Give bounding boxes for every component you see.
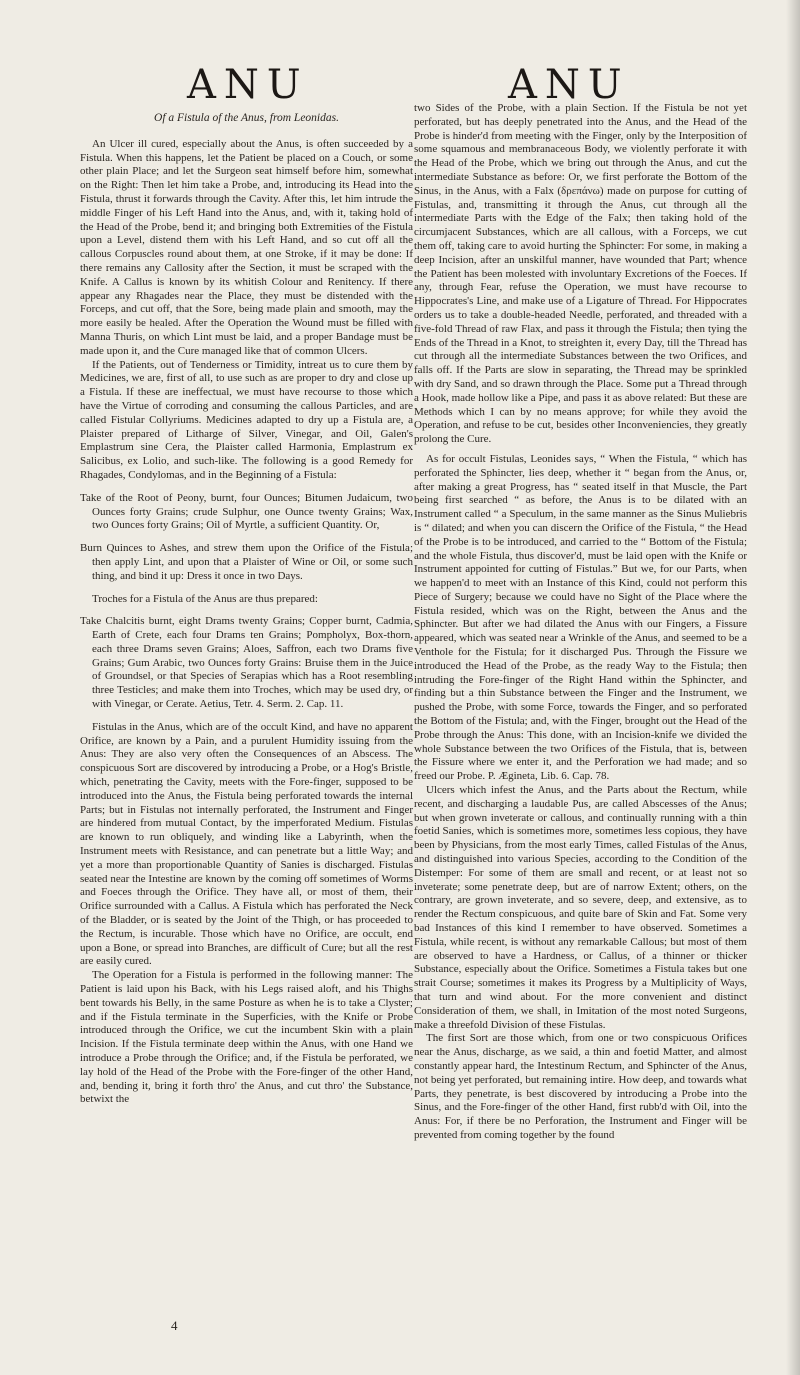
page-number: 4 — [171, 1318, 178, 1333]
recipe-block: Take of the Root of Peony, burnt, four Ounces; Bitumen Judaicum, two Ounces forty Grains; crude Sulphur, one Ounce twenty Grains; Wax, two Ounces forty Grains; Oil of Myrtle, a sufficient Quantity. Or, — [80, 491, 413, 532]
paragraph: As for occult Fistulas, Leonides says, “ When the Fistula, “ which has perforated the Sphincter, lies deep, whether it “ began from the Anus, or, after making a great Progress, has “ seated itself in that Muscle, the Part being first searched “ as before, the Anus is to be dilated with an Instrument called “ a Speculum, in the same manner as the Sinus Muliebris is “ dilated; and when you can discern the Orifice of the Fistula, “ the Head of the Probe is to be introduced, and carried to the “ Bottom of the Fistula; and the whole Fistula, thus discover'd, must be laid open with the Knife or Instrument appointed for cutting of Fistulas.” But we, for our Parts, when we happen'd to meet with an Instance of this Kind, could not perform this Piece of Surgery; because we could have no Sight of the Place where the Fistula resided, which was on the Right, between the Anus and the Sphincter. But after we had dilated the Anus with our Fingers, a Fissure appeared, which was seated near a Wrinkle of the Anus, and seemed to be a Venthole for the Fistula; for it discharged Pus. Through the Fissure we introduced the Head of the Probe, as the ready Way to the Fistula; then intruding the Fore-finger of the Right Hand within the Sphincter, and finding but a thin Substance between the Finger and the Instrument, we pushed the Probe, with some Force, towards the Finger, and so perforated the Bottom of the Fistula; and, with the Finger, brought out the Head of the Probe through the Anus: This done, with an Incision-knife we divided the whole Substance between the two Orifices of the Fistula, that is, between the Fissure where we enter it, and the Perforation we had made; and so freed our Probe. P. Ægineta, Lib. 6. Cap. 78. — [414, 452, 747, 783]
paragraph: two Sides of the Probe, with a plain Section. If the Fistula be not yet perforated, but has deeply penetrated into the Anus, and the Head of the Probe is hinder'd from meeting with the Finger, only by the Interposition of some squamous and membranaceous Body, we violently perforate it with the Head of the Probe, which we bring out through the Anus, and cut the intermediate Substance as before: Or, we first perforate the Bottom of the Sinus, in the Anus, with a Falx (δρεπάνω) made on purpose for cutting of Fistulas, and, transmitting it through the Anus, cut through all the intermediate Parts with the Edge of the Falx; then taking hold of the circumjacent Substances, which are all callous, with a Forceps, we cut them off, taking care to avoid hurting the Sphincter: For some, in making a deep Incision, after an unskilful manner, have wounded that Part; whence the Patient has been molested with involuntary Excretions of the Foeces. If any, through Fear, refuse the Operation, we must have recourse to Hippocrates's Line, and make use of a Ligature of Thread. For Hippocrates orders us to take a double-headed Needle, perforated, and threaded with a five-fold Thread of raw Flax, and pass it through the Fistula; then tying the Ends of the Thread in a Knot, to streighten it, every Day, till the Thread has cut through all the intermediate Substances between the two Orifices, and falls off. If the Parts are slow in separating, the Thread may be sprinkled with dry Sand, and so drawn through the Place. Some put a Thread through a Hook, made hollow like a Pipe, and pass it as above related: But these are Methods which I can by no means approve; for while they avoid the Operation, and refuse to be cut, besides other Inconveniencies, they greatly prolong the Cure. — [414, 102, 747, 446]
paragraph: An Ulcer ill cured, especially about the Anus, is often succeeded by a Fistula. When this happens, let the Patient be placed on a Couch, or some other plain Place; and let the Surgeon seat himself before him, somewhat on the Right: Then let him take a Probe, and, introducing its Head into the Fistula, thrust it forwards through the Cavity. After this, let him intrude the middle Finger of his Left Hand into the Anus, and, with it, taking hold of the Head of the Probe, bend it; and bringing both Extremities of the Fistula upon a Level, distend them with his Left Hand, and so cut off all the callous Corpuscles round about them, at one Stroke, if it may be done: If there remains any Callosity after the Section, it must be scraped with the Knife. A Callus is known by its whitish Colour and Renitency. If there appear any Rhagades near the Place, they must be distended with the Forceps, and cut off, that the Sore, being made plain and smooth, may the more easily be healed. After the Operation the Wound must be filled with Manna Thuris, on which Lint must be laid, and a proper Bandage must be made upon it, and the Cure managed like that of common Ulcers. — [80, 137, 413, 357]
paragraph: The Operation for a Fistula is performed in the following manner: The Patient is laid upon his Back, with his Legs raised aloft, and his Thighs bent towards his Belly, in the same Posture as when he is to take a Clyster; and if the Fistula terminate in the Superficies, with the Knife or Probe introduced through the Orifice, we cut the incumbent Skin with a plain Incision. If the Fistula terminate deep within the Anus, with one Hand we introduce a Probe through the Orifice; and, if the Fistula be perforated, we lay hold of the Head of the Probe with the Fore-finger of the other Hand, and, bending it, bring it forth thro' the Anus, and cut thro' the Substance, betwixt the — [80, 969, 413, 1106]
section-title: Of a Fistula of the Anus, from Leonidas. — [154, 112, 339, 124]
paragraph: If the Patients, out of Tenderness or Timidity, intreat us to cure them by Medicines, we are, first of all, to use such as are proper to dry and close up a Fistula. If these are ineffectual, we must have recourse to those which have the Virtue of corroding and consuming the callous Particles, and are called Fistular Collyriums. Medicines adapted to dry up a Fistula are, a Plaister prepared of Litharge of Silver, Vinegar, and Oil, Galen's Emplastrum sine Cera, the Plaister called Harmonia, Emplastrum ex Salicibus, ex Lolio, and such-like. The following is a good Remedy for Rhagades, Condylomas, and in the Beginning of a Fistula: — [80, 358, 413, 481]
paragraph: Fistulas in the Anus, which are of the occult Kind, and have no apparent Orifice, are known by a Pain, and a purulent Humidity issuing from the Anus: They are also very often the Consequences of an Abscess. The conspicuous Sort are discovered by introducing a Probe, or a Hog's Bristle, which, penetrating the Cavity, meets with the Fore-finger, supposed to be introduced into the Anus, the Fistula being perforated towards the internal Parts; but in Fistulas not internally perforated, the Instrument and Finger are hindered from mutual Contact, by the imperforated Medium. Fistulas are known to run obliquely, and winding like a Labyrinth, when the Instrument meets with Resistance, and can penetrate but a little Way; and yet a more than proportionable Quantity of Sanies is discharged. Fistulas seated near the Intestine are known by the coming off sometimes of Worms and Foeces through the Orifice. They have all, or most of them, their Orifice surrounded with a Callus. A Fistula which has perforated the Neck of the Bladder, or is seated by the Joint of the Thigh, or has proceeded to the Rectum, is incurable. Those which have no Orifice, are occult, end upon a Bone, or spread into Branches, are difficult of Cure; but all the rest are easily cured. — [80, 720, 413, 968]
left-column — [80, 102, 413, 1332]
recipe-block: Burn Quinces to Ashes, and strew them upon the Orifice of the Fistula; then apply Lint, and upon that a Plaister of Wine or Oil, or some such thing, and bind it up: Dress it once in two Days. — [80, 542, 413, 582]
recipe-block: Take Chalcitis burnt, eight Drams twenty Grains; Copper burnt, Cadmia, Earth of Crete, each four Drams ten Grains; Pompholyx, Box-thorn, each three Drams seven Grains; Aloes, Saffron, each two Drams five Grains; Gum Arabic, two Ounces forty Grains: Bruise them in the Juice of Groundsel, or that Species of Serapias which has a Root resembling three Testicles; and make them into Troches, which may be used dry, or with Vinegar, or Cerate. Aetius, Tetr. 4. Serm. 2. Cap. 11. — [80, 615, 413, 711]
running-header-right: ANU — [508, 62, 630, 108]
paragraph: The first Sort are those which, from one or two conspicuous Orifices near the Anus, discharge, as we said, a thin and foetid Matter, and almost constantly appear hard, the Intestinum Rectum, and Sphincter of the Anus, not being yet perforated, but remaining intire. How deep, and towards what Parts, they penetrate, is best discovered by introducing a Probe into the Sinus, and the Fore-finger of the other Hand, first rubb'd with Oil, into the Anus: For, if there be no Perforation, the Instrument and Finger will be prevented from coming together by the found — [414, 1032, 747, 1141]
page-edge-shadow — [786, 0, 800, 1375]
right-column — [414, 102, 747, 1332]
paragraph: Troches for a Fistula of the Anus are thus prepared: — [92, 592, 318, 605]
running-header-left: ANU — [187, 62, 309, 108]
paragraph: Ulcers which infest the Anus, and the Parts about the Rectum, while recent, and discharging a laudable Pus, are called Abscesses of the Anus; but when grown inveterate or callous, and continually running with a thin foetid Sanies, which is sometimes more, sometimes less copious, they have been by Physicians, from the most early Times, called Fistulas of the Anus, and distinguished into various Species, according to the Condition of the Distemper: For some of them are small and recent, or at least not so inveterate; some penetrate deep, but are of narrow Extent; others, on the contrary, are grown inveterate, and so severe, deep, and extensive, as to render the Rectum conspicuous, and quite bare of Skin and Fat. Some very bad Instances of this kind I remember to have observed. Sometimes a Fistula, while recent, is without any remarkable Callous; but most of them are observed to have a Hardness, or Callus, of a thinner or thicker Substance, especially about the Orifice. Sometimes a Fistula takes but one strait Course; sometimes it makes its Progress by a Multiplicity of Ways, that turn and wind about. For the more convenient and distinct Consideration of them, we shall, in Imitation of the most noted Surgeons, make a threefold Division of these Fistulas. — [414, 784, 747, 1031]
